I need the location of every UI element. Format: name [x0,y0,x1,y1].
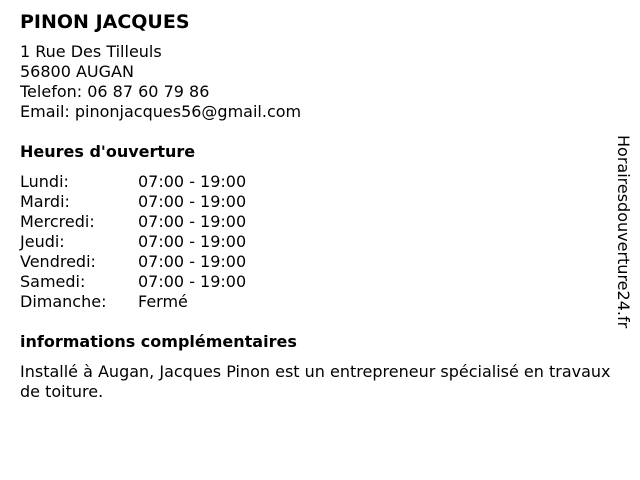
phone-number: Telefon: 06 87 60 79 86 [20,82,210,101]
day-label: Mercredi: [20,212,95,231]
hours-row-monday [20,172,615,192]
hours-row-saturday [20,272,615,292]
day-hours: Fermé [138,292,188,311]
day-hours: 07:00 - 19:00 [138,232,247,251]
day-label: Dimanche: [20,292,107,311]
opening-hours-table [20,172,615,312]
site-watermark: Horairesdouverture24.fr [614,135,633,329]
day-label: Lundi: [20,172,69,191]
address-city: 56800 AUGAN [20,62,134,81]
additional-info-text: Installé à Augan, Jacques Pinon est un entrepreneur spécialisé en travaux de toiture. [20,362,611,401]
address-street: 1 Rue Des Tilleuls [20,42,162,61]
additional-info-heading: informations complémentaires [20,332,297,351]
day-label: Jeudi: [20,232,65,251]
opening-hours-heading: Heures d'ouverture [20,142,196,161]
hours-row-wednesday [20,212,615,232]
day-hours: 07:00 - 19:00 [138,272,247,291]
business-card [20,10,615,402]
day-hours: 07:00 - 19:00 [138,252,247,271]
business-name: PINON JACQUES [20,11,190,33]
hours-row-sunday [20,292,615,312]
email-address: Email: pinonjacques56@gmail.com [20,102,302,121]
day-label: Samedi: [20,272,86,291]
day-hours: 07:00 - 19:00 [138,212,247,231]
hours-row-tuesday [20,192,615,212]
hours-row-friday [20,252,615,272]
day-label: Mardi: [20,192,70,211]
day-hours: 07:00 - 19:00 [138,172,247,191]
day-hours: 07:00 - 19:00 [138,192,247,211]
hours-row-thursday [20,232,615,252]
day-label: Vendredi: [20,252,96,271]
